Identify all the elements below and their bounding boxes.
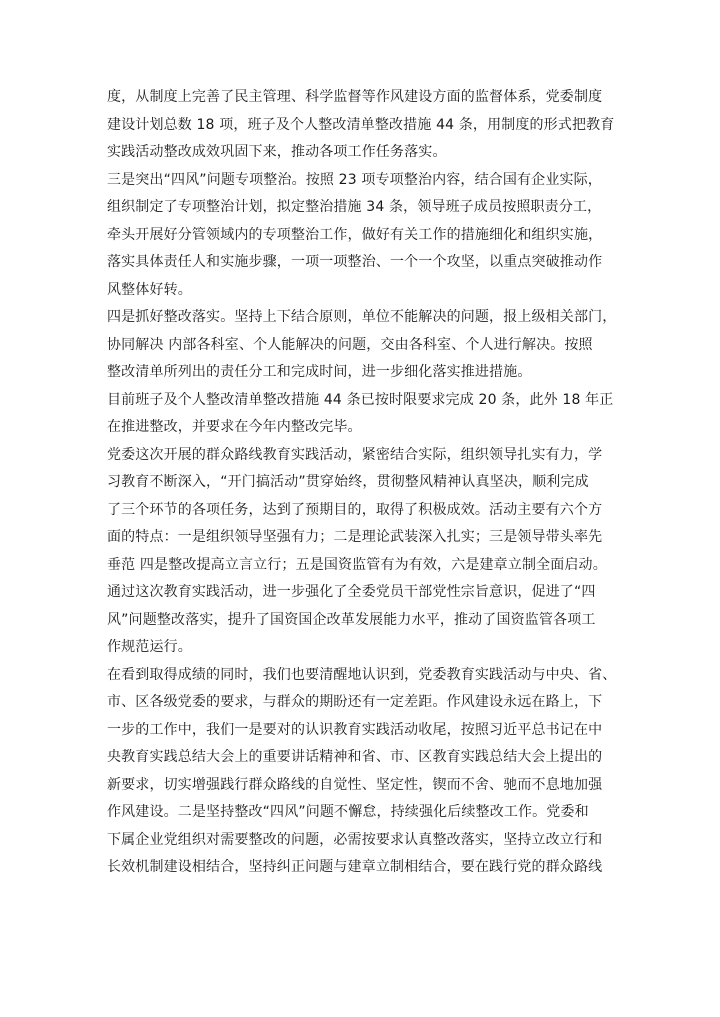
text-line: 实践活动整改成效巩固下来，推动各项工作任务落实。 — [107, 144, 447, 160]
text-line: 风整体好转。 — [107, 281, 192, 298]
text-line: 在推进整改，并要求在今年内整改完毕。 — [107, 419, 362, 435]
text-line: 央教育实践总结大会上的重要讲话精神和省、市、区教育实践总结大会上提出的 — [107, 749, 603, 765]
text-line: 新要求，切实增强践行群众路线的自觉性、坚定性，锲而不舍、驰而不息地加强 — [107, 776, 603, 793]
text-line: 建设计划总数 18 项，班子及个人整改清单整改措施 44 条，用制度的形式把教育 — [107, 116, 615, 133]
text-line: 整改清单所列出的责任分工和完成时间，进一步细化落实推进措施。 — [107, 364, 532, 380]
document-body — [107, 84, 617, 882]
text-line: 党委这次开展的群众路线教育实践活动，紧密结合实际，组织领导扎实有力，学 — [107, 446, 603, 463]
text-line: 组织制定了专项整治计划，拟定整治措施 34 条，领导班子成员按照职责分工， — [107, 199, 602, 215]
text-line: 习教育不断深入，“开门搞活动”贯穿始终，贯彻整风精神认真坚决，顺利完成 — [107, 474, 589, 490]
text-line: 下属企业党组织对需要整改的问题，必需按要求认真整改落实，坚持立改立行和 — [107, 831, 603, 848]
text-line: 四是抓好整改落实。坚持上下结合原则，单位不能解决的问题，报上级相关部门， — [107, 309, 617, 325]
text-line: 风”问题整改落实，提升了国资国企改革发展能力水平，推动了国资监管各项工 — [107, 611, 596, 628]
text-line: 垂范 四是整改提高立言立行；五是国资监管有为有效，六是建章立制全面启动。 — [107, 556, 607, 573]
text-line: 作风建设。二是坚持整改“四风”问题不懈怠，持续强化后续整改工作。党委和 — [107, 804, 589, 820]
text-line: 牵头开展好分管领域内的专项整治工作，做好有关工作的措施细化和组织实施， — [107, 226, 603, 243]
text-line: 落实具体责任人和实施步骤，一项一项整治、一个一个攻坚，以重点突破推动作 — [107, 254, 603, 270]
text-line: 一步的工作中，我们一是要对的认识教育实践活动收尾，按照习近平总书记在中 — [107, 721, 603, 738]
text-line: 三是突出“四风”问题专项整治。按照 23 项专项整治内容，结合国有企业实际， — [107, 171, 602, 188]
text-line: 市、区各级党委的要求，与群众的期盼还有一定差距。作风建设永远在路上，下 — [107, 694, 603, 710]
text-line: 协同解决 内部各科室、个人能解决的问题，交由各科室、个人进行解决。按照 — [107, 336, 593, 353]
text-line: 长效机制建设相结合，坚持纠正问题与建章立制相结合，要在践行党的群众路线 — [107, 859, 603, 875]
text-line: 在看到取得成绩的同时，我们也要清醒地认识到，党委教育实践活动与中央、省、 — [107, 666, 617, 683]
text-line: 了三个环节的各项任务，达到了预期目的，取得了积极成效。活动主要有六个方 — [107, 501, 603, 518]
text-line: 面的特点：一是组织领导坚强有力；二是理论武装深入扎实；三是领导带头率先 — [107, 529, 603, 545]
text-line: 作规范运行。 — [107, 639, 192, 655]
text-line: 通过这次教育实践活动，进一步强化了全委党员干部党性宗旨意识，促进了“四 — [107, 584, 596, 600]
text-line: 目前班子及个人整改清单整改措施 44 条已按时限要求完成 20 条，此外 18 年正 — [107, 391, 614, 408]
text-line: 度，从制度上完善了民主管理、科学监督等作风建设方面的监督体系，党委制度 — [107, 89, 603, 105]
